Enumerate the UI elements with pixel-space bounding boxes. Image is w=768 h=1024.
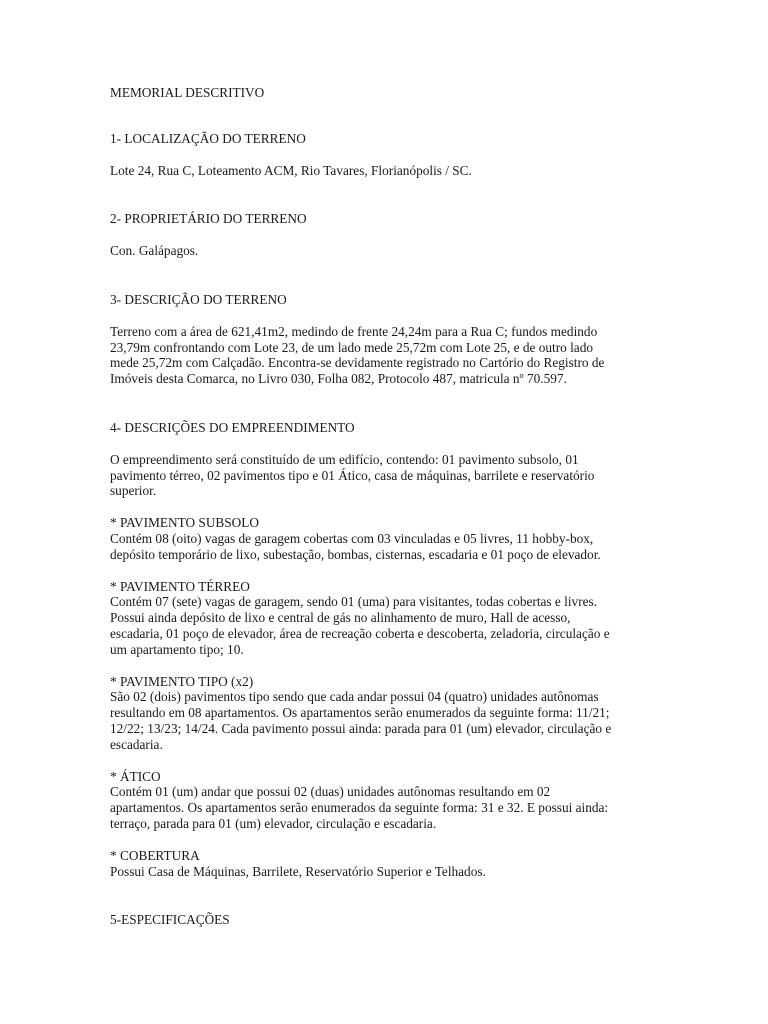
body-line: Possui ainda depósito de lixo e central de gás no alinhamento de muro, Hall de acesso, [110, 610, 571, 626]
section-proprietario [110, 211, 650, 259]
body-line: Con. Galápagos. [110, 243, 199, 259]
body-line: Imóveis desta Comarca, no Livro 030, Folha 082, Protocolo 487, matricula nº 70.597. [110, 371, 567, 387]
subsection-title: * PAVIMENTO TÉRREO [110, 578, 250, 594]
body-line: depósito temporário de lixo, subestação, bombas, cisternas, escadaria e 01 poço de elevador. [110, 546, 601, 562]
subsection-subsolo [110, 515, 650, 562]
section-body [110, 324, 650, 387]
body-line: escadaria, 01 poço de elevador, área de recreação coberta e descoberta, zeladoria, circulação e [110, 625, 610, 641]
body-line: um apartamento tipo; 10. [110, 641, 244, 657]
subsection-title: * COBERTURA [110, 847, 200, 863]
body-line: 12/22; 13/23; 14/24. Cada pavimento possui ainda: parada para 01 (um) elevador, circulação e [110, 720, 612, 736]
body-line: Contém 08 (oito) vagas de garagem cobertas com 03 vinculadas e 05 livres, 11 hobby-box, [110, 530, 594, 546]
document-page [110, 85, 650, 944]
section-heading: 5-ESPECIFICAÇÕES [110, 912, 230, 928]
subsection-title: * PAVIMENTO SUBSOLO [110, 515, 260, 531]
body-line: mede 25,72m com Calçadão. Encontra-se devidamente registrado no Cartório do Registro de [110, 355, 605, 371]
subsection-cobertura [110, 848, 650, 880]
subsection-tipo [110, 674, 650, 753]
section-empreendimento [110, 420, 650, 879]
body-line: terraço, parada para 01 (um) elevador, circulação e escadaria. [110, 815, 437, 831]
body-line: superior. [110, 483, 157, 499]
body-line: Contém 01 (um) andar que possui 02 (duas) unidades autônomas resultando em 02 [110, 784, 551, 800]
body-line: Lote 24, Rua C, Loteamento ACM, Rio Tavares, Florianópolis / SC. [110, 162, 472, 178]
subsection-terreo [110, 579, 650, 658]
body-line: São 02 (dois) pavimentos tipo sendo que cada andar possui 04 (quatro) unidades autônomas [110, 689, 599, 705]
subsection-atico [110, 769, 650, 832]
section-descricao-terreno [110, 292, 650, 387]
section-localizacao [110, 131, 650, 179]
body-line: resultando em 08 apartamentos. Os apartamentos serão enumerados da seguinte forma: 11/21; [110, 705, 610, 721]
section-body [110, 163, 650, 179]
section-heading: 3- DESCRIÇÃO DO TERRENO [110, 291, 287, 307]
body-line: apartamentos. Os apartamentos serão enumerados da seguinte forma: 31 e 32. E possui ainda: [110, 800, 609, 816]
body-line: 23,79m confrontando com Lote 23, de um lado mede 25,72m com Lote 25, e de outro lado [110, 339, 594, 355]
body-line: Terreno com a área de 621,41m2, medindo de frente 24,24m para a Rua C; fundos medindo [110, 323, 598, 339]
section-heading: 4- DESCRIÇÕES DO EMPREENDIMENTO [110, 419, 355, 435]
body-line: Possui Casa de Máquinas, Barrilete, Reservatório Superior e Telhados. [110, 863, 486, 879]
subsection-title: * ÁTICO [110, 768, 161, 784]
body-line: O empreendimento será constituído de um edifício, contendo: 01 pavimento subsolo, 01 [110, 451, 579, 467]
section-body [110, 243, 650, 259]
section-heading: 2- PROPRIETÁRIO DO TERRENO [110, 211, 307, 227]
body-line: escadaria. [110, 736, 163, 752]
body-line: Contém 07 (sete) vagas de garagem, sendo 01 (uma) para visitantes, todas cobertas e livres. [110, 594, 598, 610]
subsection-title: * PAVIMENTO TIPO (x2) [110, 673, 254, 689]
section-heading: 1- LOCALIZAÇÃO DO TERRENO [110, 130, 306, 146]
document-title: MEMORIAL DESCRITIVO [110, 85, 265, 100]
section-intro [110, 452, 650, 499]
section-especificacoes [110, 912, 650, 928]
body-line: pavimento térreo, 02 pavimentos tipo e 01 Ático, casa de máquinas, barrilete e reservatório [110, 467, 595, 483]
